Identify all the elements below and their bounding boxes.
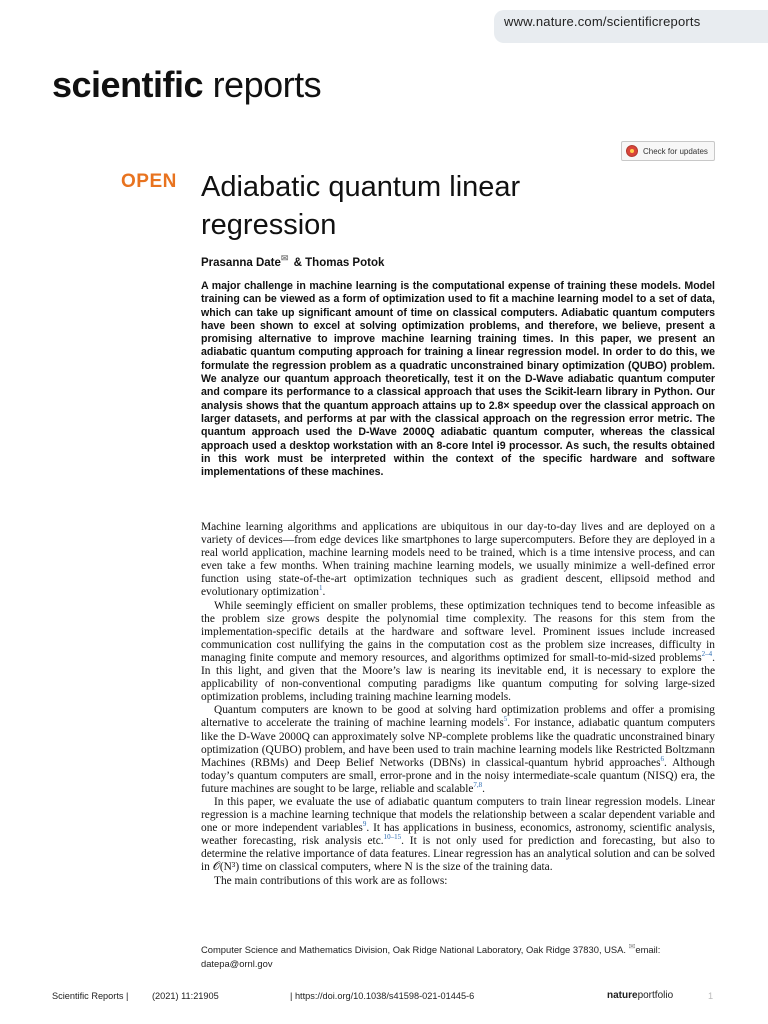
journal-logo (52, 64, 321, 106)
paragraph-2: While seemingly efficient on smaller problems, these optimization techniques tend to become infeasible as the problem size grows despite the polynomial time complexity. The reasons for this stem from the implementation-specific details at the hardware and software level. Prominent issues include increased communication cost nullifying the gains in the computation cost as the problem size increases, difficulty in managing finite compute and memory resources, and algorithms optimized for small-to-mid-sized problems$^{2-4}$. In this light, and given that the Moore’s law is nearing its inevitable end, it is necessary to explore the applicability of non-conventional computing paradigms like quantum computing for solving large-sized optimization problems, including training machine learning models. (201, 599, 715, 704)
page-footer (52, 991, 716, 1005)
paragraph-3: Quantum computers are known to be good at solving hard optimization problems and offer a promising alternative to accelerate the training of machine learning models$^5$. For instance, adiabatic quantum computers like the D-Wave 2000Q can approximately solve NP-complete problems like the quadratic unconstrained binary optimization (QUBO) problem, and have been used to train machine learning models like Restricted Boltzmann Machines (RBMs) and Deep Belief Networks (DBNs) in classical-quantum hybrid approaches$^6$. Although today’s quantum computers are small, error-prone and in the noisy intermediate-scale quantum (NISQ) era, the future machines are sought to be large, reliable and scalable$^{7,8}$. (201, 704, 715, 795)
citation-link[interactable]: 9 (362, 820, 367, 829)
contact-email[interactable]: email: datepa@ornl.gov (201, 944, 661, 970)
citation-link[interactable]: 6 (660, 754, 665, 763)
citation-link[interactable]: 7,8 (473, 781, 483, 790)
main-text (201, 521, 715, 888)
footer-doi[interactable]: | https://doi.org/10.1038/s41598-021-01445-6 (290, 991, 475, 1001)
affiliation-note (201, 940, 721, 971)
check-updates-label: Check for updates (643, 146, 708, 156)
affiliation-text: Computer Science and Mathematics Division, Oak Ridge National Laboratory, Oak Ridge 37830, USA. (201, 944, 629, 956)
nature-portfolio-logo: natureportfolio (607, 990, 674, 1001)
author-line (201, 253, 384, 269)
check-updates-button[interactable] (621, 141, 715, 161)
paragraph-5: The main contributions of this work are as follows: (214, 874, 448, 887)
citation-link[interactable]: 5 (503, 715, 508, 724)
mail-icon: ✉ (628, 942, 636, 951)
journal-name-regular: reports (203, 64, 322, 105)
footer-volume: (2021) 11:21905 (152, 991, 219, 1001)
abstract: A major challenge in machine learning is the computational expense of training these models. Model training can be viewed as a form of optimization used to fit a machine learning model to a set of data, which can take up significant amount of time on classical computers. Adiabatic quantum computers have been shown to excel at solving optimization problems, and therefore, we believe, present a promising alternative to improve machine learning training times. In this paper, we present an adiabatic quantum computing approach for training a linear regression model. In order to do this, we formulate the regression problem as a quadratic unconstrained binary optimization (QUBO) problem. We analyze our quantum approach theoretically, test it on the D-Wave adiabatic quantum computer and compare its performance to a classical approach that uses the Scikit-learn library in Python. Our analysis shows that the quantum approach attains up to 2.8× speedup over the classical approach on larger datasets, and performs at par with the classical approach on the regression error metric. The quantum approach used the D-Wave 2000Q adiabatic quantum computer, whereas the classical approach used a desktop workstation with an 8-core Intel i9 processor. As such, the results obtained in this work must be interpreted within the context of the specific hardware and software implementations of these machines. (201, 280, 715, 479)
author-date[interactable]: Prasanna Date (201, 256, 281, 269)
article-title: Adiabatic quantum linear regression (201, 171, 521, 241)
page-number: 1 (708, 991, 714, 1001)
mail-icon[interactable]: ✉ (280, 253, 289, 263)
open-access-label: OPEN (121, 171, 177, 192)
author-potok[interactable]: & Thomas Potok (290, 256, 385, 269)
footer-journal: Scientific Reports | (52, 991, 129, 1001)
paragraph-4: In this paper, we evaluate the use of adiabatic quantum computers to train linear regression models. Linear regression is a machine learning technique that models the relationship between a scalar dependent variable and one or more independent variables$^9$. It has applications in business, economics, astronomy, scientific analysis, weather forecasting, risk analysis etc.$^{10-15}$. It is not only used for prediction and forecasting, but also to determine the relative importance of data features. Linear regression has an analytical solution and can be solved in 𝒪(N³) time on classical computers, where N is the size of the training data. (201, 795, 715, 874)
crossmark-icon (626, 145, 638, 157)
citation-link[interactable]: 2–4 (701, 650, 713, 659)
citation-link[interactable]: 1 (319, 584, 323, 593)
paragraph-1: Machine learning algorithms and applications are ubiquitous in our day-to-day lives and are deployed on a variety of devices—from edge devices like smartphones to large supercomputers. Before they are deployed in a real world application, machine learning models need to be trained, which is a time intensive process, and can even take a few months. When training machine learning models, we usually minimize a well-defined error function using state-of-the-art optimization techniques such as gradient descent, ellipsoid method and evolutionary optimization$^1$. (201, 521, 715, 599)
journal-url[interactable]: www.nature.com/scientificreports (504, 14, 701, 29)
journal-name-bold: scientific (52, 64, 204, 105)
citation-link[interactable]: 10–15 (383, 833, 402, 842)
